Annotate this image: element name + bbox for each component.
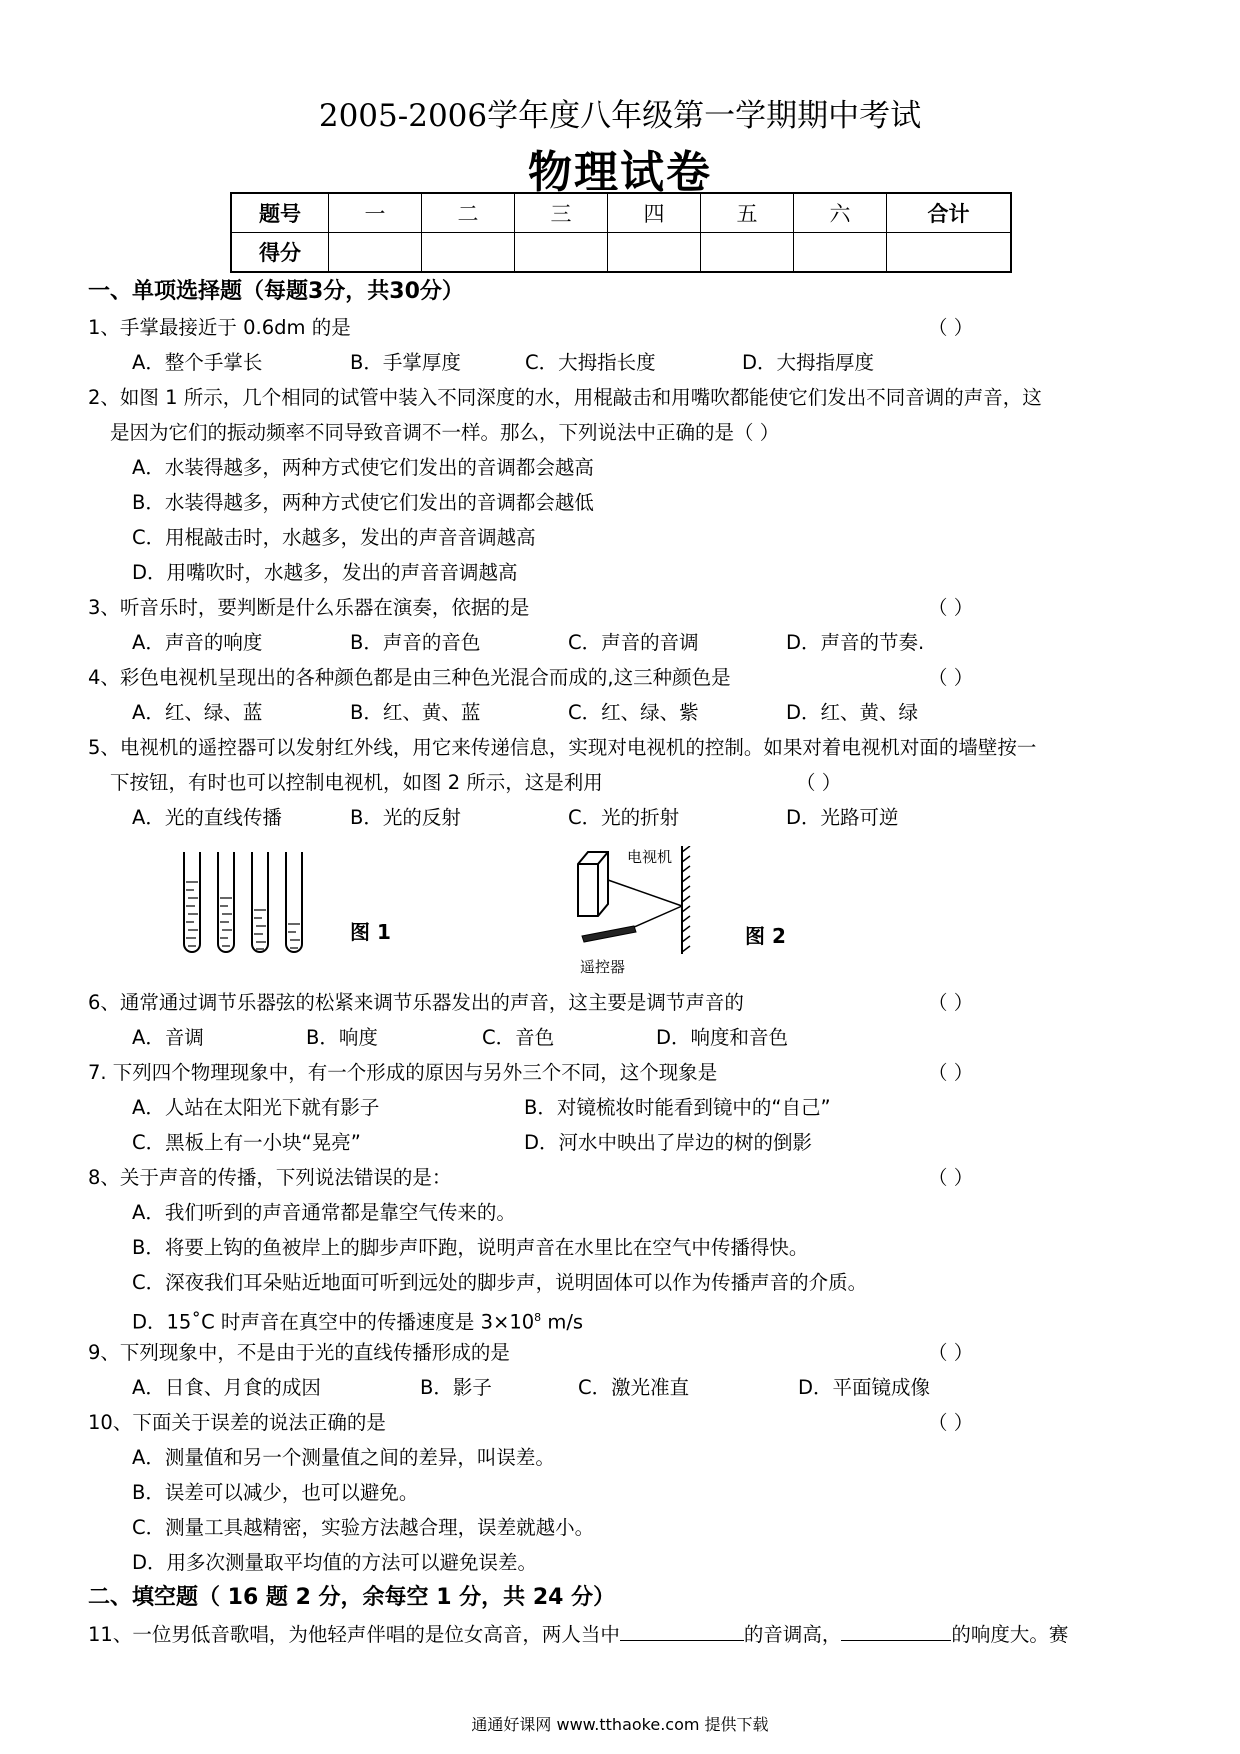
question-9-stem: 9、下列现象中，不是由于光的直线传播形成的是 bbox=[88, 1341, 510, 1364]
question-10-stem: 10、下面关于误差的说法正确的是 bbox=[88, 1411, 386, 1434]
score-cell: 六 bbox=[794, 193, 887, 233]
answer-bracket[interactable]: （ ） bbox=[928, 1166, 974, 1189]
option-d: D．用多次测量取平均值的方法可以避免误差。 bbox=[132, 1551, 538, 1574]
option-a: A．水装得越多，两种方式使它们发出的音调都会越高 bbox=[132, 456, 594, 479]
option-d-exponent: 8 bbox=[534, 1311, 542, 1324]
option-d: D．声音的节奏. bbox=[786, 631, 925, 654]
answer-bracket[interactable]: （ ） bbox=[928, 991, 974, 1014]
question-4-stem: 4、彩色电视机呈现出的各种颜色都是由三种色光混合而成的,这三种颜色是 bbox=[88, 666, 731, 689]
score-row-label: 得分 bbox=[231, 233, 329, 273]
score-cell: 合计 bbox=[887, 193, 1012, 233]
option-a: A．红、绿、蓝 bbox=[132, 701, 263, 724]
score-input-cell[interactable] bbox=[515, 233, 608, 273]
question-5-stem-line2: 下按钮，有时也可以控制电视机，如图 2 所示，这是利用 bbox=[110, 771, 603, 794]
light-ray-reflected bbox=[608, 880, 682, 906]
option-b: B．影子 bbox=[420, 1376, 492, 1399]
test-tube-2 bbox=[218, 852, 234, 952]
option-c: C．测量工具越精密，实验方法越合理，误差就越小。 bbox=[132, 1516, 595, 1539]
score-cell: 题号 bbox=[231, 193, 329, 233]
option-c: C．音色 bbox=[482, 1026, 555, 1049]
option-b: B．水装得越多，两种方式使它们发出的音调都会越低 bbox=[132, 491, 594, 514]
option-d: D．响度和音色 bbox=[656, 1026, 789, 1049]
score-cell: 一 bbox=[329, 193, 422, 233]
option-a: A．光的直线传播 bbox=[132, 806, 282, 829]
question-2-stem-line1: 2、如图 1 所示，几个相同的试管中装入不同深度的水，用棍敲击和用嘴吹都能使它们发出不同音调的声音，这 bbox=[88, 386, 1042, 409]
answer-bracket[interactable]: （ ） bbox=[928, 1341, 974, 1364]
question-11-text-2: 的音调高， bbox=[743, 1623, 842, 1646]
option-b: B．将要上钩的鱼被岸上的脚步声吓跑，说明声音在水里比在空气中传播得快。 bbox=[132, 1236, 809, 1259]
score-cell: 三 bbox=[515, 193, 608, 233]
question-11-text-1: 11、一位男低音歌唱，为他轻声伴唱的是位女高音，两人当中 bbox=[88, 1623, 620, 1646]
question-6-stem: 6、通常通过调节乐器弦的松紧来调节乐器发出的声音，这主要是调节声音的 bbox=[88, 991, 744, 1014]
question-2-stem-line2: 是因为它们的振动频率不同导致音调不一样。那么，下列说法中正确的是（ ） bbox=[110, 421, 780, 444]
answer-bracket[interactable]: （ ） bbox=[928, 666, 974, 689]
option-b: B．红、黄、蓝 bbox=[350, 701, 481, 724]
option-a: A．整个手掌长 bbox=[132, 351, 263, 374]
option-a: A．音调 bbox=[132, 1026, 204, 1049]
option-d bbox=[132, 1304, 583, 1337]
question-5-stem-line1: 5、电视机的遥控器可以发射红外线，用它来传递信息，实现对电视机的控制。如果对着电视机对面的墙壁按一 bbox=[88, 736, 1037, 759]
option-c: C．大拇指长度 bbox=[525, 351, 656, 374]
option-a: A．我们听到的声音通常都是靠空气传来的。 bbox=[132, 1201, 516, 1224]
option-c: C．深夜我们耳朵贴近地面可听到远处的脚步声，说明固体可以作为传播声音的介质。 bbox=[132, 1271, 868, 1294]
tv-box bbox=[578, 852, 608, 916]
option-b: B．手掌厚度 bbox=[350, 351, 461, 374]
option-d-unit: m/s bbox=[541, 1310, 584, 1334]
option-a: A．日食、月食的成因 bbox=[132, 1376, 321, 1399]
remote-control-shape bbox=[582, 926, 636, 942]
score-cell: 五 bbox=[701, 193, 794, 233]
option-d: D．平面镜成像 bbox=[798, 1376, 931, 1399]
page-footer: 通通好课网 www.tthaoke.com 提供下载 bbox=[471, 1715, 769, 1734]
answer-bracket[interactable]: （ ） bbox=[928, 1411, 974, 1434]
fill-blank-2[interactable] bbox=[841, 1620, 951, 1641]
question-8-stem: 8、关于声音的传播，下列说法错误的是： bbox=[88, 1166, 452, 1189]
score-table-header-row bbox=[231, 193, 1011, 233]
test-tube-3 bbox=[252, 852, 268, 952]
score-input-cell[interactable] bbox=[329, 233, 422, 273]
answer-bracket[interactable]: （ ） bbox=[796, 771, 842, 794]
exam-title: 2005-2006学年度八年级第一学期期中考试 bbox=[318, 98, 922, 134]
option-b: B．光的反射 bbox=[350, 806, 461, 829]
option-b: B．响度 bbox=[306, 1026, 378, 1049]
option-a: A．人站在太阳光下就有影子 bbox=[132, 1096, 380, 1119]
section-2-heading: 二、填空题（ 16 题 2 分，余每空 1 分，共 24 分） bbox=[88, 1585, 616, 1610]
question-11-text-3: 的响度大。赛 bbox=[951, 1623, 1069, 1646]
option-d-text: D．15˚C 时声音在真空中的传播速度是 3×10 bbox=[132, 1310, 535, 1334]
option-d: D．大拇指厚度 bbox=[742, 351, 875, 374]
light-ray-incident bbox=[632, 906, 682, 928]
score-table-score-row bbox=[231, 233, 1011, 273]
tv-edge bbox=[578, 852, 608, 916]
option-c: C．红、绿、紫 bbox=[568, 701, 699, 724]
figure-1-test-tubes bbox=[178, 850, 318, 960]
test-tube-1 bbox=[184, 852, 200, 952]
question-11-stem bbox=[88, 1620, 1068, 1649]
answer-bracket[interactable]: （ ） bbox=[928, 316, 974, 339]
option-d: D．红、黄、绿 bbox=[786, 701, 919, 724]
answer-bracket[interactable]: （ ） bbox=[928, 596, 974, 619]
option-d: D．河水中映出了岸边的树的倒影 bbox=[524, 1131, 813, 1154]
score-input-cell[interactable] bbox=[608, 233, 701, 273]
test-tube-4 bbox=[286, 852, 302, 952]
option-b: B．声音的音色 bbox=[350, 631, 481, 654]
tv-label: 电视机 bbox=[627, 848, 673, 866]
section-1-heading: 一、单项选择题（每题3分，共30分） bbox=[88, 279, 464, 304]
option-a: A．声音的响度 bbox=[132, 631, 263, 654]
option-c: C．用棍敲击时，水越多，发出的声音音调越高 bbox=[132, 526, 536, 549]
figure-1-label: 图 1 bbox=[350, 920, 391, 944]
option-c: C．声音的音调 bbox=[568, 631, 699, 654]
option-a: A．测量值和另一个测量值之间的差异，叫误差。 bbox=[132, 1446, 555, 1469]
option-b: B．对镜梳妆时能看到镜中的“自己” bbox=[524, 1096, 831, 1119]
fill-blank-1[interactable] bbox=[620, 1620, 744, 1641]
option-c: C．黑板上有一小块“晃亮” bbox=[132, 1131, 361, 1154]
option-b: B．误差可以减少，也可以避免。 bbox=[132, 1481, 419, 1504]
score-cell: 二 bbox=[422, 193, 515, 233]
score-input-cell[interactable] bbox=[422, 233, 515, 273]
answer-bracket[interactable]: （ ） bbox=[928, 1061, 974, 1084]
option-c: C．光的折射 bbox=[568, 806, 680, 829]
score-table bbox=[230, 192, 1012, 273]
figure-2-label: 图 2 bbox=[745, 924, 786, 948]
option-c: C．激光准直 bbox=[578, 1376, 690, 1399]
question-7-stem: 7. 下列四个物理现象中，有一个形成的原因与另外三个不同，这个现象是 bbox=[88, 1061, 718, 1084]
option-d: D．光路可逆 bbox=[786, 806, 899, 829]
score-input-cell[interactable] bbox=[794, 233, 887, 273]
exam-subtitle: 物理试卷 bbox=[528, 147, 712, 198]
remote-label: 遥控器 bbox=[580, 958, 626, 976]
score-cell: 四 bbox=[608, 193, 701, 233]
score-input-cell[interactable] bbox=[887, 233, 1012, 273]
question-3-stem: 3、听音乐时，要判断是什么乐器在演奏，依据的是 bbox=[88, 596, 530, 619]
option-d: D．用嘴吹时，水越多，发出的声音音调越高 bbox=[132, 561, 518, 584]
question-1-stem: 1、手掌最接近于 0.6dm 的是 bbox=[88, 316, 351, 339]
score-input-cell[interactable] bbox=[701, 233, 794, 273]
